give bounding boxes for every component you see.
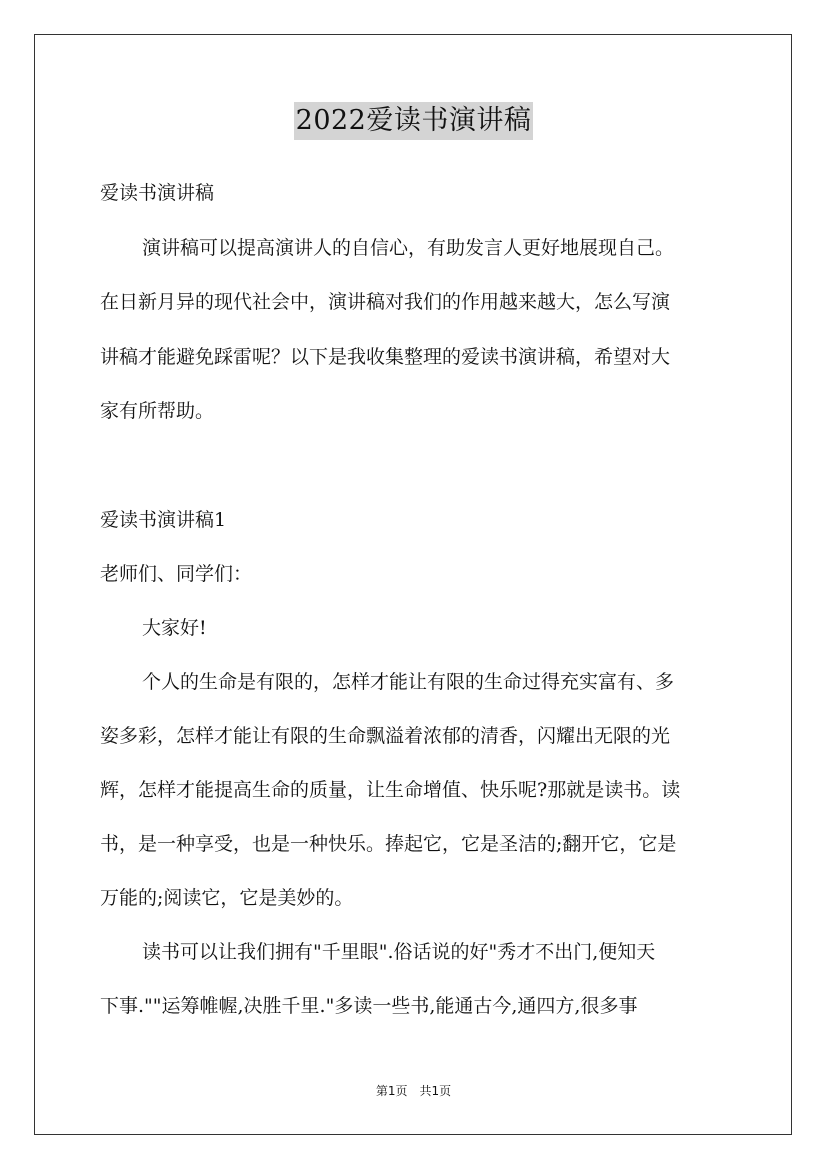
paragraph-line: 书，是一种享受，也是一种快乐。捧起它，它是圣洁的;翻开它，它是 [100, 833, 677, 855]
page-number-footer: 第1页 共1页 [375, 1084, 452, 1098]
paragraph-line: 万能的;阅读它，它是美妙的。 [100, 887, 354, 909]
paragraph-line: 读书可以让我们拥有"千里眼".俗话说的好"秀才不出门,便知天 [142, 941, 656, 963]
paragraph-line: 个人的生命是有限的，怎样才能让有限的生命过得充实富有、多 [142, 671, 675, 693]
section-heading: 爱读书演讲稿1 [100, 509, 227, 531]
greeting-line: 大家好! [142, 617, 207, 639]
paragraph-line: 姿多彩，怎样才能让有限的生命飘溢着浓郁的清香，闪耀出无限的光 [100, 725, 671, 747]
paragraph-line: 在日新月异的现代社会中，演讲稿对我们的作用越来越大，怎么写演 [100, 291, 671, 313]
title-container [0, 102, 827, 140]
document-title: 2022爱读书演讲稿 [294, 102, 534, 140]
paragraph-line: 下事.""运筹帷幄,决胜千里."多读一些书,能通古今,通四方,很多事 [100, 995, 638, 1017]
paragraph-line: 家有所帮助。 [100, 400, 215, 422]
paragraph-line: 演讲稿可以提高演讲人的自信心，有助发言人更好地展现自己。 [142, 237, 675, 259]
paragraph-line: 讲稿才能避免踩雷呢？以下是我收集整理的爱读书演讲稿，希望对大 [100, 346, 671, 368]
subtitle-line: 爱读书演讲稿 [100, 182, 215, 204]
salutation-line: 老师们、同学们： [100, 563, 253, 585]
paragraph-line: 辉，怎样才能提高生命的质量，让生命增值、快乐呢?那就是读书。读 [100, 779, 681, 801]
